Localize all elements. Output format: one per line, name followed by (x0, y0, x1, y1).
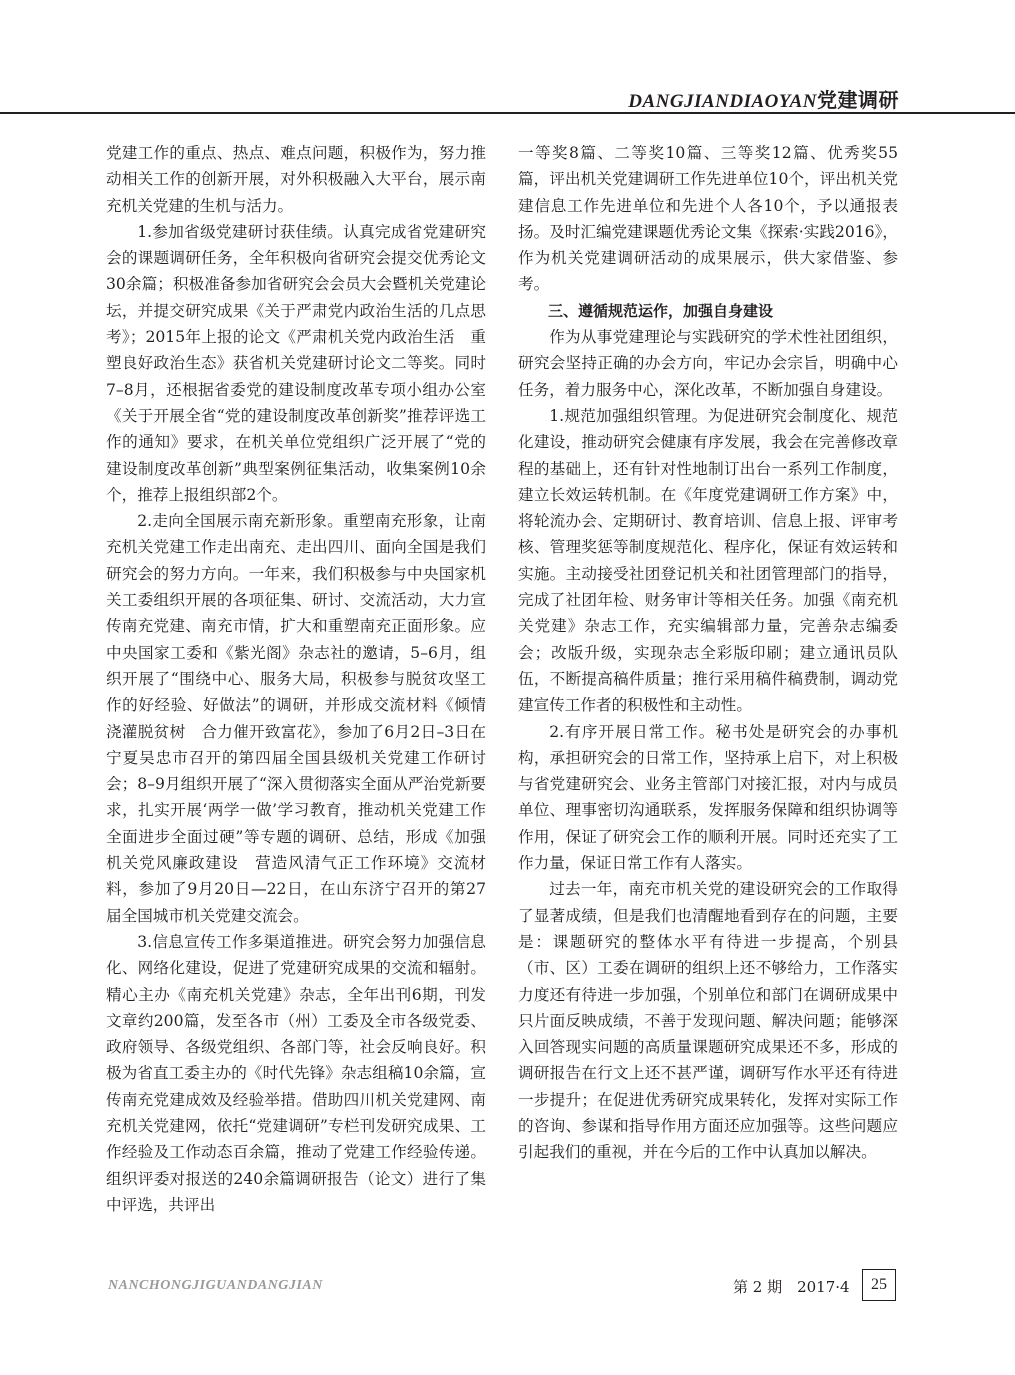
header-rule (0, 112, 1015, 114)
header-title-latin: DANGJIANDIAOYAN (628, 91, 817, 112)
header-title-cn: 党建调研 (817, 88, 899, 112)
footer-issue: 第 2 期 2017·4 (733, 1278, 850, 1296)
paragraph: 1.规范加强组织管理。为促进研究会制度化、规范化建设，推动研究会健康有序发展，我会在完善修改章程的基础上，还有针对性地制订出台一系列工作制度，建立长效运转机制。在《年度党建调研工作方案》中，将轮流办会、定期研讨、教育培训、信息上报、评审考核、管理奖惩等制度规范化、程序化，保证有效运转和实施。主动接受社团登记机关和社团管理部门的指导，完成了社团年检、财务审计等相关任务。加强《南充机关党建》杂志工作，充实编辑部力量，完善杂志编委会；改版升级，实现杂志全彩版印刷；建立通讯员队伍，不断提高稿件质量；推行采用稿件稿费制，调动党建宣传工作者的积极性和主动性。 (518, 406, 898, 715)
paragraph: 3.信息宣传工作多渠道推进。研究会努力加强信息化、网络化建设，促进了党建研究成果的交流和辐射。精心主办《南充机关党建》杂志，全年出刊6期，刊发文章约200篇，发至各市（州）工委及全市各级党委、政府领导、各级党组织、各部门等，社会反响良好。积极为省直工委主办的《时代先锋》杂志组稿10余篇，宣传南充党建成效及经验举措。借助四川机关党建网、南充机关党建网，依托“党建调研”专栏刊发研究成果、工作经验及工作动态百余篇，推动了党建工作经验传递。组织评委对报送的240余篇调研报告（论文）进行了集中评选，共评出 (106, 932, 486, 1214)
running-header (0, 84, 1015, 112)
paragraph: 1.参加省级党建研讨获佳绩。认真完成省党建研究会的课题调研任务，全年积极向省研究会提交优秀论文30余篇；积极准备参加省研究会会员大会暨机关党建论坛，并提交研究成果《关于严肃党内政治生活的几点思考》；2015年上报的论文《严肃机关党内政治生活 重塑良好政治生态》获省机关党建研讨论文二等奖。同时7–8月，还根据省委党的建设制度改革专项小组办公室《关于开展全省“党的建设制度改革创新奖”推荐评选工作的通知》要求，在机关单位党组织广泛开展了“党的建设制度改革创新”典型案例征集活动，收集案例10余个，推荐上报组织部2个。 (106, 222, 486, 504)
right-column (518, 140, 898, 1166)
page-number: 25 (862, 1269, 896, 1301)
header-title (628, 84, 899, 113)
paragraph: 过去一年，南充市机关党的建设研究会的工作取得了显著成绩，但是我们也清醒地看到存在的问题，主要是：课题研究的整体水平有待进一步提高，个别县（市、区）工委在调研的组织上还不够给力，工作落实力度还有待进一步加强，个别单位和部门在调研成果中只片面反映成绩，不善于发现问题、解决问题；能够深入回答现实问题的高质量课题研究成果还不多，形成的调研报告在行文上还不甚严谨，调研写作水平还有待进一步提升；在促进优秀研究成果转化，发挥对实际工作的咨询、参谋和指导作用方面还应加强等。这些问题应引起我们的重视，并在今后的工作中认真加以解决。 (518, 880, 898, 1162)
paragraph: 一等奖8篇、二等奖10篇、三等奖12篇、优秀奖55篇，评出机关党建调研工作先进单位10个，评出机关党建信息工作先进单位和先进个人各10个，予以通报表扬。及时汇编党建课题优秀论文集《探索·实践2016》，作为机关党建调研活动的成果展示，供大家借鉴、参考。 (518, 144, 898, 294)
paragraph: 党建工作的重点、热点、难点问题，积极作为，努力推动相关工作的创新开展，对外积极融入大平台，展示南充机关党建的生机与活力。 (106, 144, 486, 215)
section-heading: 三、遵循规范运作，加强自身建设 (548, 301, 774, 320)
footer-journal-name: NANCHONGJIGUANDANGJIAN (108, 1278, 323, 1293)
left-column (106, 140, 486, 1218)
paragraph: 2.走向全国展示南充新形象。重塑南充形象，让南充机关党建工作走出南充、走出四川、面向全国是我们研究会的努力方向。一年来，我们积极参与中央国家机关工委组织开展的各项征集、研讨、交流活动，大力宣传南充党建、南充市情，扩大和重塑南充正面形象。应中央国家工委和《紫光阁》杂志社的邀请，5–6月，组织开展了“围绕中心、服务大局，积极参与脱贫攻坚工作的好经验、好做法”的调研，并形成交流材料《倾情浇灌脱贫树 合力催开致富花》，参加了6月2日–3日在宁夏吴忠市召开的第四届全国县级机关党建工作研讨会；8–9月组织开展了“深入贯彻落实全面从严治党新要求，扎实开展‘两学一做’学习教育，推动机关党建工作全面进步全面过硬”等专题的调研、总结，形成《加强机关党风廉政建设 营造风清气正工作环境》交流材料，参加了9月20日—22日，在山东济宁召开的第27届全国城市机关党建交流会。 (106, 512, 486, 925)
paragraph: 2.有序开展日常工作。秘书处是研究会的办事机构，承担研究会的日常工作，坚持承上启下，对上积极与省党建研究会、业务主管部门对接汇报，对内与成员单位、理事密切沟通联系，发挥服务保障和组织协调等作用，保证了研究会工作的顺利开展。同时还充实了工作力量，保证日常工作有人落实。 (518, 722, 898, 873)
paragraph: 作为从事党建理论与实践研究的学术性社团组织，研究会坚持正确的办会方向，牢记办会宗旨，明确中心任务，着力服务中心，深化改革，不断加强自身建设。 (518, 328, 898, 399)
